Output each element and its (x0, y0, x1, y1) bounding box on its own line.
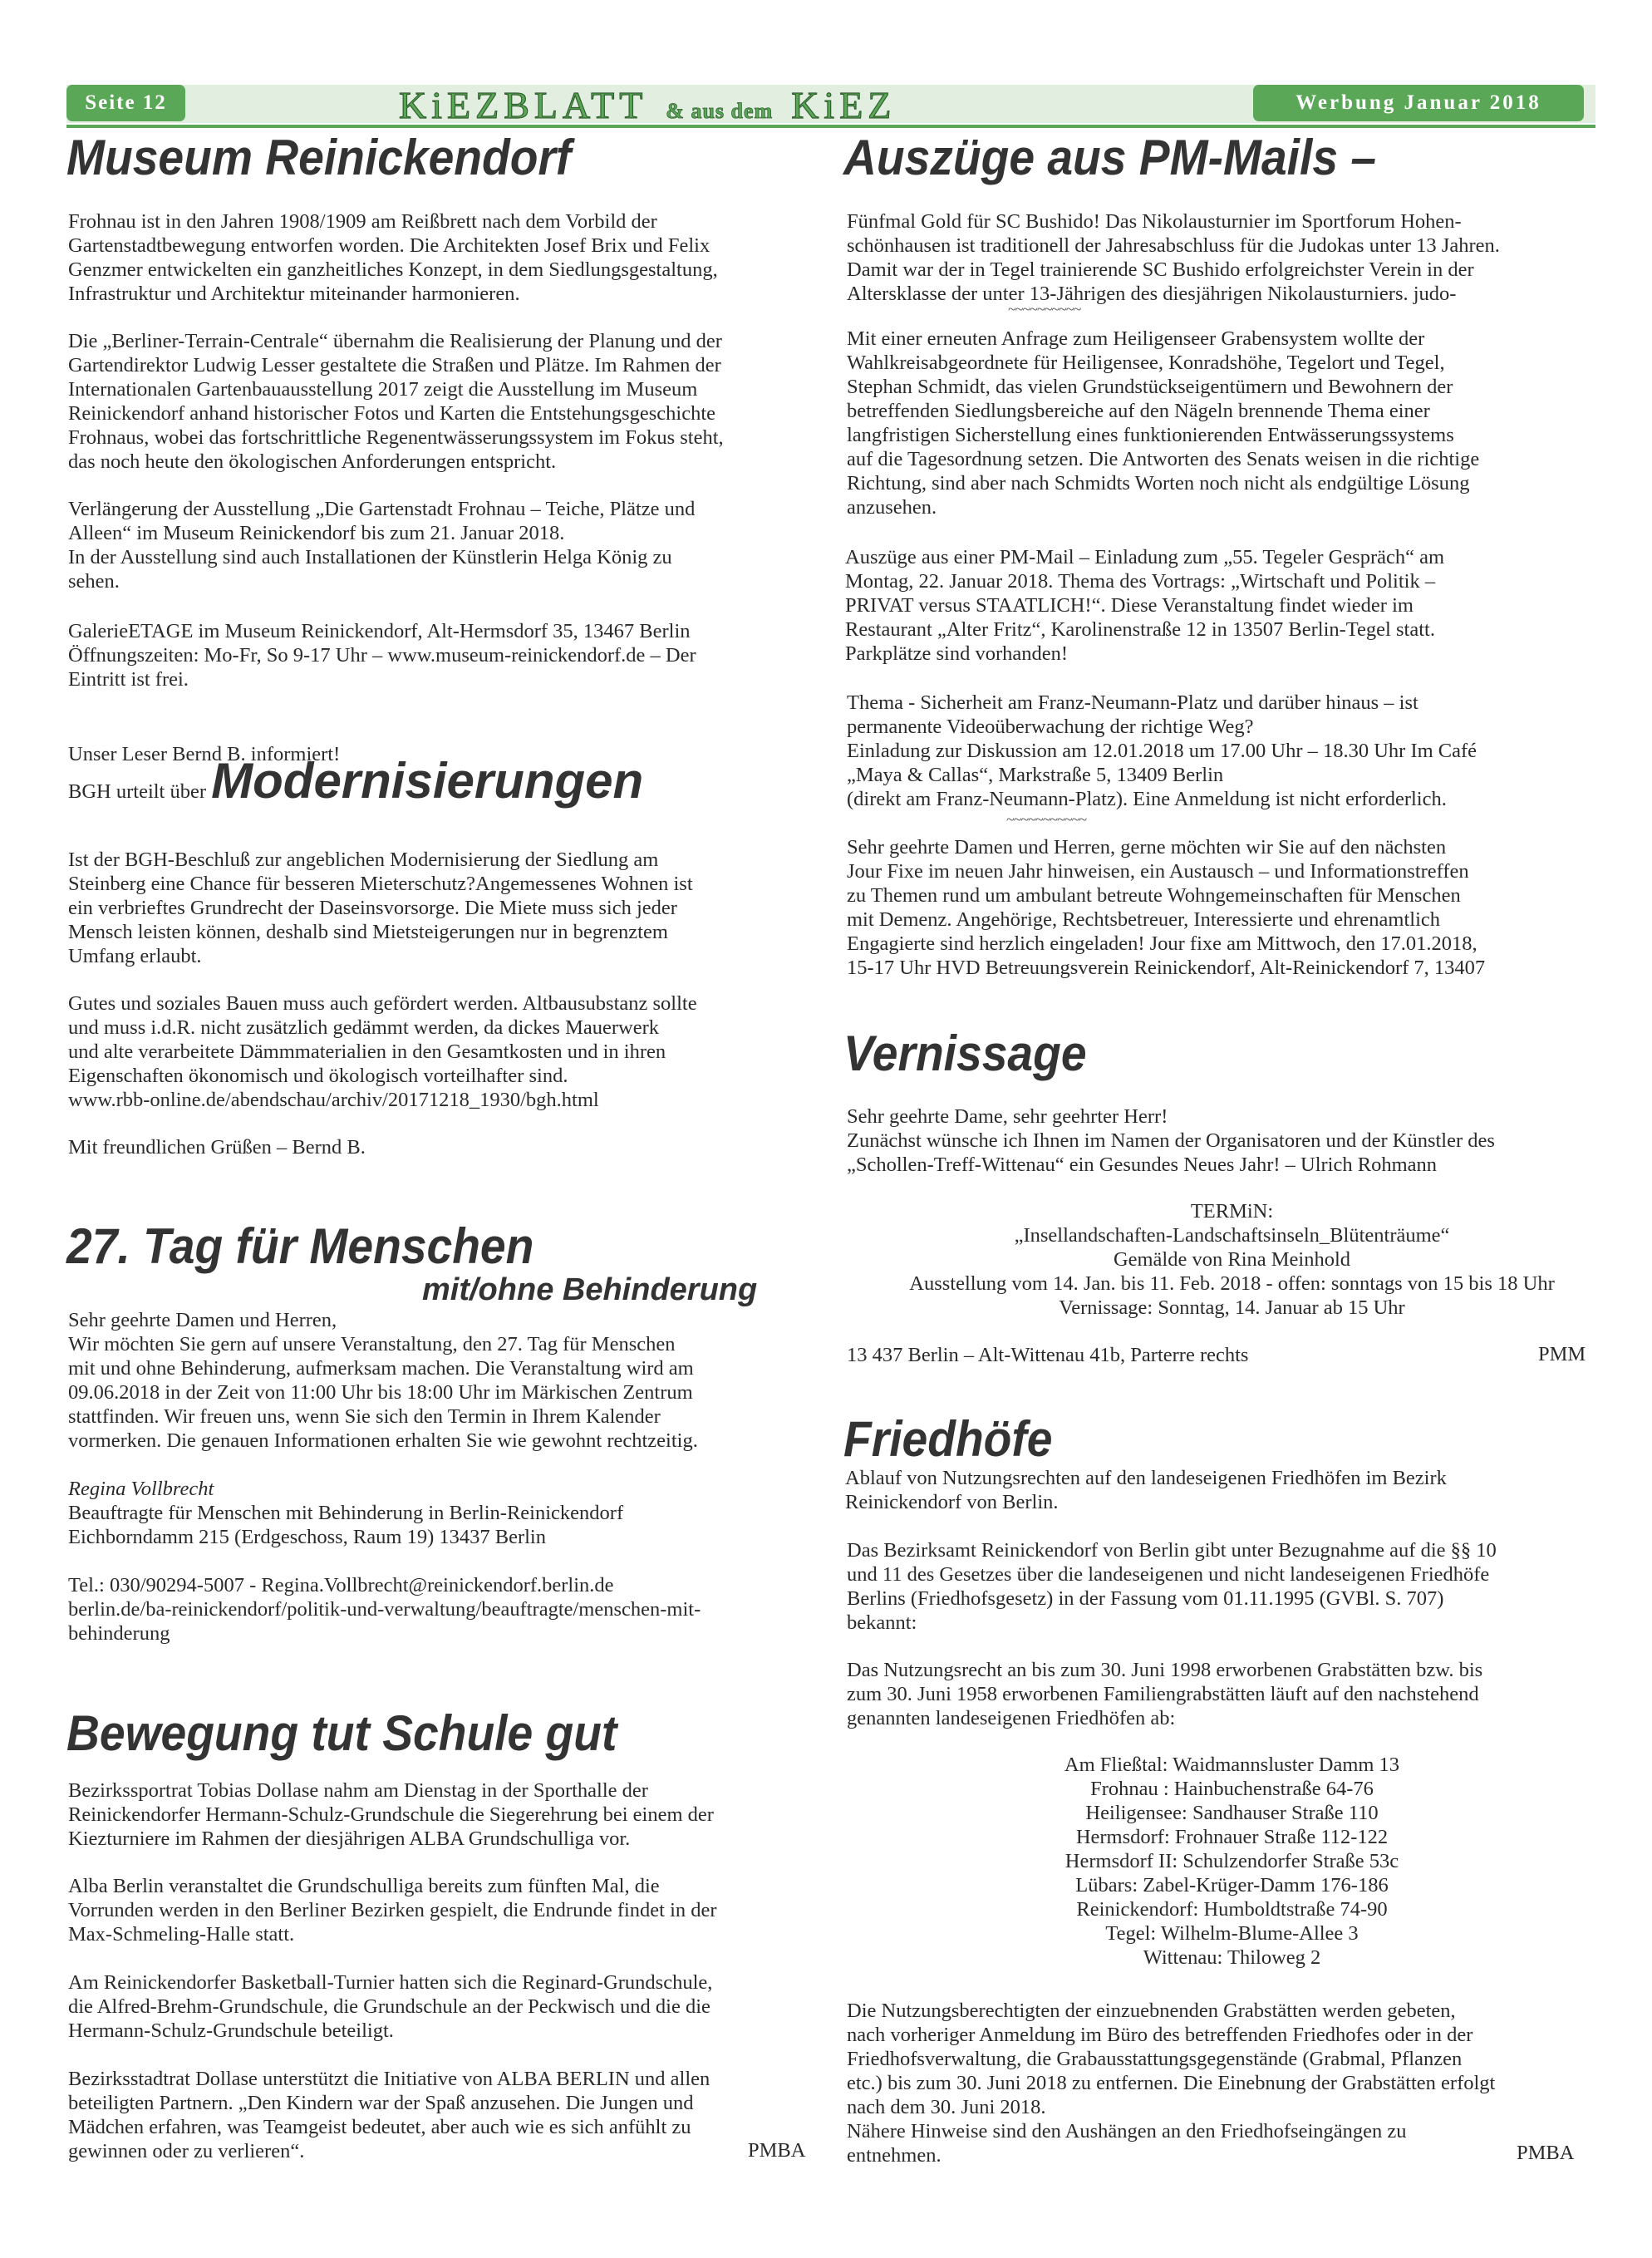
tag-paragraph-1 (68, 1308, 698, 1453)
friedhoefe-paragraph-4-line: nach vorheriger Anmeldung im Büro des betreffenden Friedhofes oder in der (847, 2024, 1473, 2046)
cemetery-list-line: Wittenau: Thiloweg 2 (1143, 1946, 1321, 1969)
schule-paragraph-3 (68, 1970, 712, 2043)
vernissage-termin (843, 1199, 1620, 1320)
friedhoefe-paragraph-3-line: zum 30. Juni 1958 erworbenen Familiengrabstätten läuft auf den nachstehend (847, 1683, 1479, 1705)
pm-paragraph-2-line: Richtung, sind aber nach Schmidts Worten noch nicht als endgültige Lösung (847, 472, 1470, 494)
cemetery-list-line: Hermsdorf II: Schulzendorfer Straße 53c (1064, 1850, 1399, 1872)
friedhoefe-paragraph-1-line: Ablauf von Nutzungsrechten auf den landeseigenen Friedhöfen im Bezirk (845, 1467, 1447, 1489)
tag-paragraph-1-line: Sehr geehrte Damen und Herren, (68, 1309, 337, 1331)
museum-paragraph-1-line: Frohnau ist in den Jahren 1908/1909 am Reißbrett nach dem Vorbild der (68, 210, 657, 233)
museum-paragraph-2-line: Reinickendorf anhand historischer Fotos und Karten die Entstehungsgeschichte (68, 402, 716, 425)
tag-contact (68, 1573, 701, 1646)
bgh-paragraph-2-line: und muss i.d.R. nicht zusätzlich gedämmt werden, da dickes Mauerwerk (68, 1016, 659, 1039)
friedhoefe-paragraph-4-line: Die Nutzungsberechtigten der einzuebnenden Grabstätten werden gebeten, (847, 2000, 1456, 2022)
friedhoefe-paragraph-4-line: Friedhofsverwaltung, die Grabausstattungsgegenstände (Grabmal, Pflanzen (847, 2048, 1463, 2070)
cemetery-list-line: Heiligensee: Sandhauser Straße 110 (1085, 1802, 1379, 1824)
friedhoefe-paragraph-2 (847, 1538, 1497, 1635)
cemetery-list-line: Lübars: Zabel-Krüger-Damm 176-186 (1075, 1874, 1389, 1896)
tag-paragraph-1-line: mit und ohne Behinderung, aufmerksam machen. Die Veranstaltung wird am (68, 1357, 694, 1380)
vernissage-termin-line: TERMiN: (1190, 1200, 1274, 1222)
friedhoefe-paragraph-3-line: genannten landeseigenen Friedhöfen ab: (847, 1707, 1176, 1729)
museum-paragraph-4 (68, 619, 696, 691)
pm-paragraph-2-line: langfristigen Sicherstellung eines funktionierenden Entwässerungssystems (847, 424, 1454, 446)
bgh-paragraph-1-line: Ist der BGH-Beschluß zur angeblichen Modernisierung der Siedlung am (68, 849, 659, 871)
vernissage-credit: PMM (1538, 1343, 1586, 1365)
bgh-paragraph-2 (68, 991, 697, 1112)
tag-paragraph-1-line: Wir möchten Sie gern auf unsere Veranstaltung, den 27. Tag für Menschen (68, 1333, 676, 1355)
friedhoefe-paragraph-3 (847, 1658, 1482, 1730)
pm-paragraph-1-line: schönhausen ist traditionell der Jahresabschluss für die Judokas unter 13 Jahren. (847, 234, 1500, 257)
museum-paragraph-1-line: Gartenstadtbewegung entworfen worden. Die Architekten Josef Brix und Felix (68, 234, 710, 257)
pm-paragraph-4-line: Einladung zur Diskussion am 12.01.2018 um 17.00 Uhr – 18.30 Uhr Im Café (847, 740, 1477, 762)
pm-paragraph-3-line: Parkplätze sind vorhanden! (845, 642, 1069, 665)
pm-paragraph-4 (847, 691, 1477, 811)
friedhoefe-paragraph-2-line: und 11 des Gesetzes über die landeseigenen und nicht landeseigenen Friedhöfe (847, 1563, 1490, 1586)
page-number-badge: Seite 12 (66, 85, 185, 121)
museum-paragraph-2-line: Gartendirektor Ludwig Lesser gestaltete die Straßen und Plätze. Im Rahmen der (68, 354, 721, 376)
pm-paragraph-2-line: Mit einer erneuten Anfrage zum Heiligenseer Grabensystem wollte der (847, 327, 1425, 350)
schule-paragraph-3-line: Am Reinickendorfer Basketball-Turnier hatten sich die Reginard-Grundschule, (68, 1971, 713, 1994)
friedhoefe-credit: PMBA (1517, 2142, 1575, 2164)
schule-paragraph-1-line: Reinickendorfer Hermann-Schulz-Grundschule die Siegerehrung bei einem der (68, 1803, 714, 1826)
pm-paragraph-3-line: Auszüge aus einer PM-Mail – Einladung zum „55. Tegeler Gespräch“ am (845, 546, 1445, 568)
pm-paragraph-5-line: Jour Fixe im neuen Jahr hinweisen, ein Austausch – und Informationstreffen (847, 860, 1469, 883)
cemetery-list-line: Tegel: Wilhelm-Blume-Allee 3 (1105, 1922, 1359, 1945)
pm-paragraph-2-line: betreffenden Siedlungsbereiche auf den Nägeln brennende Thema einer (847, 400, 1430, 422)
museum-paragraph-4-line: GalerieETAGE im Museum Reinickendorf, Alt-Hermsdorf 35, 13467 Berlin (68, 620, 691, 642)
cemetery-list-line: Reinickendorf: Humboldtstraße 74-90 (1076, 1898, 1388, 1921)
bgh-paragraph-2-line: und alte verarbeitete Dämmmaterialien in den Gesamtkosten und in ihren (68, 1040, 666, 1063)
headline-museum: Museum Reinickendorf (66, 130, 572, 185)
friedhoefe-paragraph-2-line: Berlins (Friedhofsgesetz) in der Fassung vom 01.11.1995 (GVBl. S. 707) (847, 1587, 1444, 1610)
cemetery-list-line: Am Fließtal: Waidmannsluster Damm 13 (1064, 1754, 1400, 1776)
headline-vernissage: Vernissage (843, 1026, 1087, 1081)
museum-paragraph-1-line: Infrastruktur und Architektur miteinander harmonieren. (68, 283, 520, 305)
tag-paragraph-2 (68, 1501, 623, 1549)
schule-paragraph-4-line: beteiligten Partnern. „Den Kindern war der Spaß anzusehen. Die Jungen und (68, 2092, 694, 2114)
pm-paragraph-1-line: Fünfmal Gold für SC Bushido! Das Nikolausturnier im Sportforum Hohen- (847, 210, 1462, 233)
bgh-paragraph-1 (68, 848, 693, 968)
separator-2: ~~~~~~~~~~~ (1006, 811, 1087, 828)
friedhoefe-paragraph-2-line: bekannt: (847, 1611, 917, 1634)
pm-paragraph-5-line: Engagierte sind herzlich eingeladen! Jour fixe am Mittwoch, den 17.01.2018, (847, 932, 1477, 955)
museum-paragraph-1-line: Genzmer entwickelten ein ganzheitliches Konzept, in dem Siedlungsgestaltung, (68, 258, 718, 281)
pm-paragraph-3-line: Restaurant „Alter Fritz“, Karolinenstraße 12 in 13507 Berlin-Tegel statt. (845, 618, 1435, 641)
museum-paragraph-2 (68, 329, 724, 474)
schule-paragraph-4-line: Mädchen erfahren, was Teamgeist bedeutet, aber auch wie es sich anfühlt zu (68, 2116, 691, 2138)
museum-paragraph-2-line: Die „Berliner-Terrain-Centrale“ übernahm die Realisierung der Planung und der (68, 330, 722, 352)
pm-paragraph-5-line: Sehr geehrte Damen und Herren, gerne möchten wir Sie auf den nächsten (847, 836, 1447, 858)
bgh-paragraph-1-line: ein verbrieftes Grundrecht der Daseinsvorsorge. Die Miete muss sich jeder (68, 897, 677, 919)
pm-paragraph-4-line: Thema - Sicherheit am Franz-Neumann-Platz und darüber hinaus – ist (847, 691, 1418, 714)
pm-paragraph-2-line: Stephan Schmidt, das vielen Grundstückseigentümern und Bewohnern der (847, 376, 1453, 398)
bgh-paragraph-2-line: Gutes und soziales Bauen muss auch gefördert werden. Altbausubstanz sollte (68, 992, 697, 1015)
tag-contact-line: berlin.de/ba-reinickendorf/politik-und-verwaltung/beauftragte/menschen-mit- (68, 1598, 701, 1621)
vernissage-paragraph-1 (847, 1104, 1495, 1177)
schule-credit: PMBA (748, 2139, 806, 2162)
bgh-paragraph-2-line: www.rbb-online.de/abendschau/archiv/20171218_1930/bgh.html (68, 1089, 599, 1111)
pm-paragraph-3-line: Montag, 22. Januar 2018. Thema des Vortrags: „Wirtschaft und Politik – (845, 570, 1436, 593)
schule-paragraph-2 (68, 1874, 717, 1946)
friedhoefe-paragraph-4-line: Nähere Hinweise sind den Aushängen an den Friedhofseingängen zu (847, 2120, 1407, 2142)
bgh-paragraph-1-line: Steinberg eine Chance für besseren Mieterschutz?Angemessenes Wohnen ist (68, 873, 693, 895)
vernissage-termin-line: Ausstellung vom 14. Jan. bis 11. Feb. 2018 - offen: sonntags von 15 bis 18 Uhr (909, 1272, 1555, 1295)
museum-paragraph-4-line: Öffnungszeiten: Mo-Fr, So 9-17 Uhr – www.museum-reinickendorf.de – Der (68, 644, 696, 667)
pm-paragraph-5-line: 15-17 Uhr HVD Betreuungsverein Reinickendorf, Alt-Reinickendorf 7, 13407 (847, 957, 1486, 979)
newspaper-title (399, 83, 896, 125)
cemetery-list (843, 1753, 1620, 1970)
headline-tag-fuer-menschen: 27. Tag für Menschen (66, 1218, 534, 1274)
bgh-lead-in: BGH urteilt über (68, 780, 207, 803)
vernissage-termin-line: „Insellandschaften-Landschaftsinseln_Blütenträume“ (1014, 1224, 1450, 1247)
headline-modernisierungen: Modernisierungen (211, 753, 644, 809)
pm-paragraph-2 (847, 327, 1479, 519)
pm-paragraph-1-line: Altersklasse der unter 13-Jährigen des diesjährigen Nikolausturniers. judo- (847, 283, 1457, 305)
friedhoefe-paragraph-2-line: Das Bezirksamt Reinickendorf von Berlin gibt unter Bezugnahme auf die §§ 10 (847, 1539, 1497, 1562)
pm-paragraph-2-line: Wahlkreisabgeordnete für Heiligensee, Konradshöhe, Tegelort und Tegel, (847, 352, 1445, 374)
pm-paragraph-4-line: (direkt am Franz-Neumann-Platz). Eine Anmeldung ist nicht erforderlich. (847, 788, 1447, 810)
headline-bewegung: Bewegung tut Schule gut (66, 1705, 617, 1761)
schule-paragraph-2-line: Max-Schmeling-Halle statt. (68, 1923, 295, 1946)
friedhoefe-paragraph-4-line: etc.) bis zum 30. Juni 2018 zu entfernen. Die Einebnung der Grabstätten erfolgt (847, 2072, 1496, 2094)
schule-paragraph-3-line: die Alfred-Brehm-Grundschule, die Grundschule an der Peckwisch und die die (68, 1995, 710, 2018)
bgh-paragraph-2-line: Eigenschaften ökonomisch und ökologisch vorteilhafter sind. (68, 1065, 568, 1087)
vernissage-termin-line: Gemälde von Rina Meinhold (1113, 1248, 1351, 1271)
museum-paragraph-3-line: In der Ausstellung sind auch Installationen der Künstlerin Helga König zu (68, 546, 672, 568)
schule-paragraph-1-line: Bezirkssportrat Tobias Dollase nahm am Dienstag in der Sporthalle der (68, 1779, 648, 1802)
friedhoefe-paragraph-3-line: Das Nutzungsrecht an bis zum 30. Juni 1998 erworbenen Grabstätten bzw. bis (847, 1659, 1483, 1681)
museum-paragraph-2-line: das noch heute den ökologischen Anforderungen entspricht. (68, 450, 557, 473)
pm-paragraph-4-line: permanente Videoüberwachung der richtige Weg? (847, 716, 1254, 738)
vernissage-address: 13 437 Berlin – Alt-Wittenau 41b, Parterre rechts (847, 1344, 1249, 1366)
title-main: KiEZBLATT (399, 84, 648, 126)
schule-paragraph-4 (68, 2067, 710, 2163)
tag-contact-line: behinderung (68, 1622, 170, 1645)
headline-friedhoefe: Friedhöfe (843, 1411, 1053, 1467)
bgh-paragraph-1-line: Umfang erlaubt. (68, 945, 202, 967)
pm-paragraph-1-line: Damit war der in Tegel trainierende SC Bushido erfolgreichster Verein in der (847, 258, 1474, 281)
museum-paragraph-2-line: Internationalen Gartenbauausstellung 2017 zeigt die Ausstellung im Museum (68, 378, 698, 401)
schule-paragraph-3-line: Hermann-Schulz-Grundschule beteiligt. (68, 2019, 394, 2042)
vernissage-termin-line: Vernissage: Sonntag, 14. Januar ab 15 Uhr (1059, 1296, 1405, 1319)
museum-paragraph-3-line: Alleen“ im Museum Reinickendorf bis zum 21. Januar 2018. (68, 522, 565, 544)
tag-paragraph-2-line: Eichborndamm 215 (Erdgeschoss, Raum 19) 13437 Berlin (68, 1526, 546, 1548)
pm-paragraph-4-line: „Maya & Callas“, Markstraße 5, 13409 Berlin (847, 764, 1224, 786)
friedhoefe-paragraph-4-line: nach dem 30. Juni 2018. (847, 2096, 1046, 2118)
museum-paragraph-2-line: Frohnaus, wobei das fortschrittliche Regenentwässerungssystem im Fokus steht, (68, 426, 724, 449)
friedhoefe-paragraph-1-line: Reinickendorf von Berlin. (845, 1491, 1059, 1513)
museum-paragraph-4-line: Eintritt ist frei. (68, 668, 189, 691)
tag-contact-line: Tel.: 030/90294-5007 - Regina.Vollbrecht@reinickendorf.berlin.de (68, 1574, 614, 1596)
separator: ~~~~~~~~~~ (1008, 301, 1081, 317)
schule-paragraph-1 (68, 1778, 714, 1851)
pm-paragraph-5 (847, 835, 1485, 980)
cemetery-list-line: Hermsdorf: Frohnauer Straße 112-122 (1075, 1826, 1389, 1848)
vernissage-paragraph-1-line: Sehr geehrte Dame, sehr geehrter Herr! (847, 1105, 1168, 1128)
tag-signer: Regina Vollbrecht (68, 1478, 214, 1500)
vernissage-paragraph-1-line: Zunächst wünsche ich Ihnen im Namen der Organisatoren und der Künstler des (847, 1129, 1495, 1152)
friedhoefe-paragraph-1 (845, 1466, 1447, 1514)
schule-paragraph-2-line: Vorrunden werden in den Berliner Bezirken gespielt, die Endrunde findet in der (68, 1899, 717, 1921)
friedhoefe-paragraph-4-line: entnehmen. (847, 2144, 942, 2167)
museum-paragraph-3-line: Verlängerung der Ausstellung „Die Gartenstadt Frohnau – Teiche, Plätze und (68, 498, 696, 520)
tag-paragraph-2-line: Beauftragte für Menschen mit Behinderung in Berlin-Reinickendorf (68, 1502, 624, 1524)
friedhoefe-paragraph-4 (847, 1999, 1495, 2167)
tag-paragraph-1-line: 09.06.2018 in der Zeit von 11:00 Uhr bis 18:00 Uhr im Märkischen Zentrum (68, 1381, 693, 1404)
subhead-behinderung: mit/ohne Behinderung (422, 1272, 758, 1307)
museum-paragraph-1 (68, 209, 718, 306)
title-end: KiEZ (791, 84, 897, 126)
schule-paragraph-4-line: Bezirksstadtrat Dollase unterstützt die Initiative von ALBA BERLIN und allen (68, 2068, 710, 2090)
pm-paragraph-3-line: PRIVAT versus STAATLICH!“. Diese Veranstaltung findet wieder im (845, 594, 1414, 617)
tag-paragraph-1-line: stattfinden. Wir freuen uns, wenn Sie sich den Termin in Ihrem Kalender (68, 1405, 661, 1428)
issue-badge: Werbung Januar 2018 (1253, 85, 1584, 121)
pm-paragraph-2-line: anzusehen. (847, 496, 937, 519)
cemetery-list-line: Frohnau : Hainbuchenstraße 64-76 (1090, 1778, 1374, 1800)
bgh-kicker: Unser Leser Bernd B. informiert! (68, 743, 341, 765)
tag-paragraph-1-line: vormerken. Die genauen Informationen erhalten Sie wie gewohnt rechtzeitig. (68, 1429, 698, 1452)
pm-paragraph-5-line: mit Demenz. Angehörige, Rechtsbetreuer, Interessierte und ehrenamtlich (847, 908, 1441, 931)
pm-paragraph-1 (847, 209, 1500, 306)
schule-paragraph-2-line: Alba Berlin veranstaltet die Grundschulliga bereits zum fünften Mal, die (68, 1875, 660, 1897)
pm-paragraph-2-line: auf die Tagesordnung setzen. Die Antworten des Senats weisen in die richtige (847, 448, 1480, 470)
museum-paragraph-3 (68, 497, 695, 593)
pm-paragraph-3 (845, 545, 1444, 666)
schule-paragraph-1-line: Kiezturniere im Rahmen der diesjährigen ALBA Grundschulliga vor. (68, 1828, 631, 1850)
headline-pm-mails: Auszüge aus PM-Mails – (843, 130, 1377, 185)
museum-paragraph-3-line: sehen. (68, 570, 120, 593)
schule-paragraph-4-line: gewinnen oder zu verlieren“. (68, 2140, 305, 2162)
title-connector: & aus dem (666, 99, 774, 123)
bgh-paragraph-1-line: Mensch leisten können, deshalb sind Mietsteigerungen nur in begrenztem (68, 921, 668, 943)
vernissage-paragraph-1-line: „Schollen-Treff-Wittenau“ ein Gesundes Neues Jahr! – Ulrich Rohmann (847, 1154, 1438, 1176)
bgh-closing: Mit freundlichen Grüßen – Bernd B. (68, 1136, 366, 1159)
pm-paragraph-5-line: zu Themen rund um ambulant betreute Wohngemeinschaften für Menschen (847, 884, 1461, 907)
